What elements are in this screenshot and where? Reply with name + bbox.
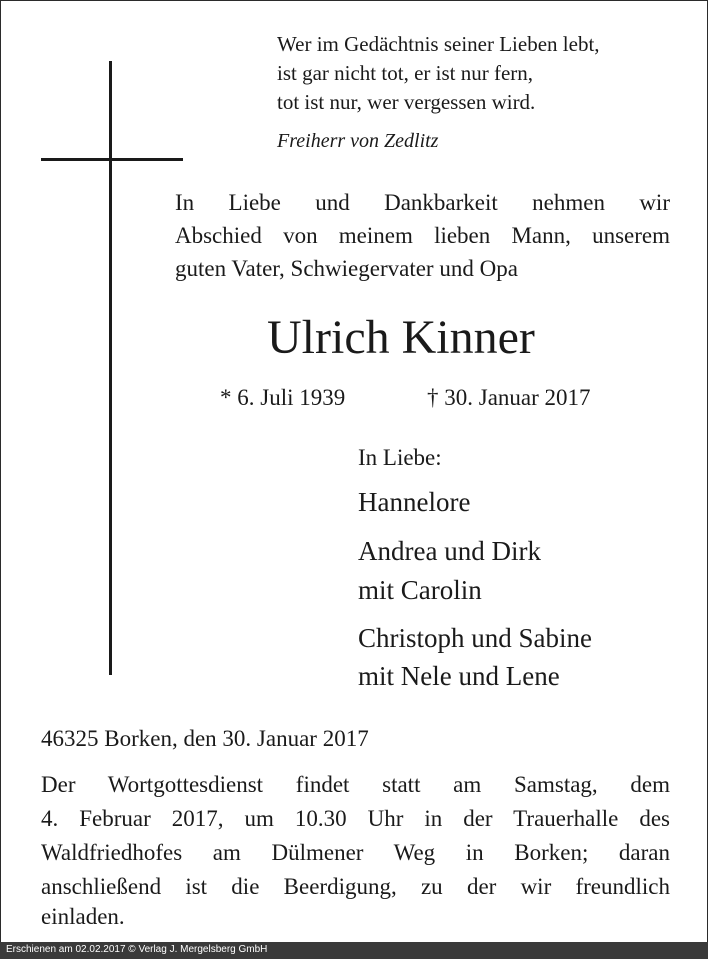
quote-line: ist gar nicht tot, er ist nur fern, (277, 61, 534, 85)
quote-line: Wer im Gedächtnis seiner Lieben lebt, (277, 32, 600, 56)
mourner-name: mit Carolin (358, 575, 482, 605)
intro-line: Abschied von meinem lieben Mann, unserem (175, 223, 670, 248)
footer-bar (0, 942, 708, 959)
service-line: 4. Februar 2017, um 10.30 Uhr in der Trauerhalle des (41, 806, 670, 831)
death-date: † 30. Januar 2017 (427, 385, 591, 410)
service-line: Der Wortgottesdienst findet statt am Samstag, dem (41, 772, 670, 797)
mourner-name: mit Nele und Lene (358, 661, 560, 691)
place-date: 46325 Borken, den 30. Januar 2017 (41, 726, 369, 751)
quote-line: tot ist nur, wer vergessen wird. (277, 90, 536, 114)
quote-author: Freiherr von Zedlitz (277, 130, 439, 152)
deceased-name: Ulrich Kinner (267, 311, 535, 364)
footer-credit: Erschienen am 02.02.2017 © Verlag J. Mergelsberg GmbH (6, 944, 268, 955)
cross-icon (109, 61, 112, 675)
mourner-name: Christoph und Sabine (358, 623, 592, 653)
mourner-name: Andrea und Dirk (358, 536, 541, 566)
mourner-name: Hannelore (358, 487, 471, 517)
birth-date: * 6. Juli 1939 (220, 385, 346, 410)
intro-line: In Liebe und Dankbarkeit nehmen wir (175, 190, 670, 215)
service-line: anschließend ist die Beerdigung, zu der wir freundlich (41, 874, 670, 899)
mourners-heading: In Liebe: (358, 445, 442, 470)
service-line: einladen. (41, 904, 125, 929)
service-line: Waldfriedhofes am Dülmener Weg in Borken; daran (41, 840, 670, 865)
intro-line: guten Vater, Schwiegervater und Opa (175, 256, 518, 281)
cross-icon-bar (41, 158, 183, 161)
